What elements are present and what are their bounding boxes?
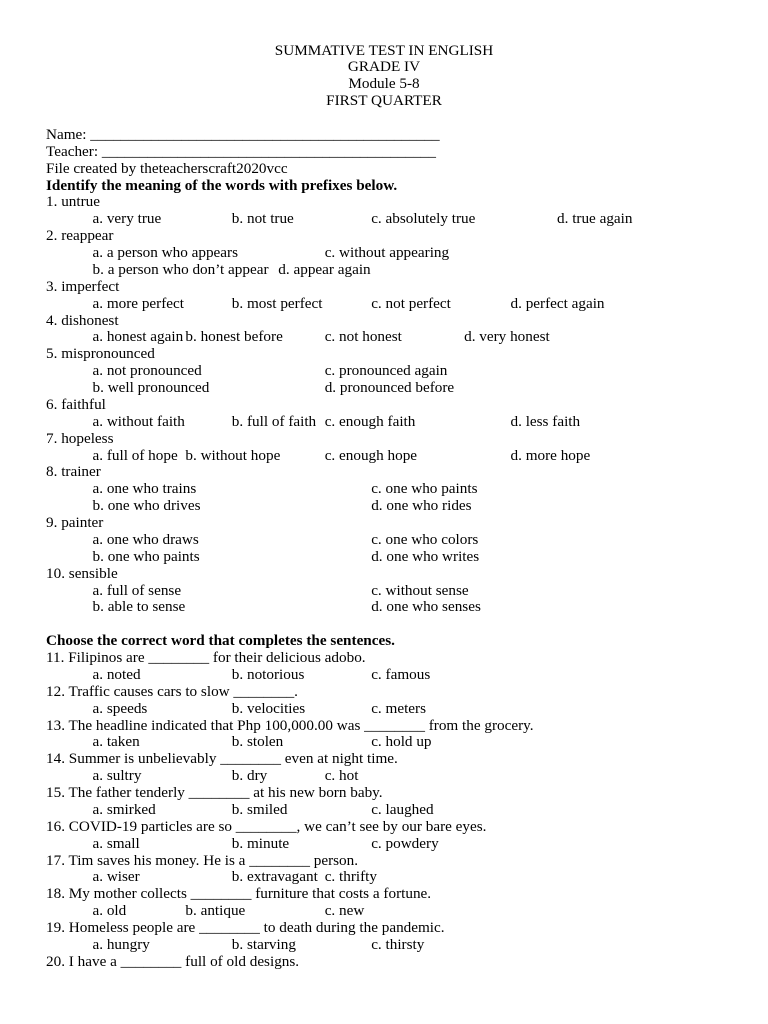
grade-level: GRADE IV	[347, 58, 421, 76]
option-10b: b. able to sense	[92, 598, 186, 616]
question-6-options	[0, 414, 768, 431]
option-5c: c. pronounced again	[324, 362, 448, 380]
part-2-instruction: Choose the correct word that completes the sentences.	[46, 632, 395, 650]
name-field	[0, 127, 768, 144]
option-10c: c. without sense	[371, 581, 469, 599]
option-9d: d. one who writes	[371, 547, 480, 565]
question-18-options	[0, 903, 768, 920]
option-16c: c. powdery	[371, 834, 439, 852]
question-16: 16. COVID-19 particles are so ________, we can’t see by our bare eyes.	[46, 817, 487, 835]
option-10d: d. one who senses	[371, 598, 481, 616]
test-title: SUMMATIVE TEST IN ENGLISH	[274, 41, 494, 59]
option-1b: b. not true	[231, 210, 294, 228]
question-9-options-row-1	[0, 532, 768, 549]
name-blank: ______________________________________________	[90, 125, 440, 143]
blank-line	[0, 616, 768, 633]
option-6b: b. full of faith	[231, 412, 317, 430]
question-14: 14. Summer is unbelievably ________ even at night time.	[46, 750, 398, 768]
option-3c: c. not perfect	[371, 294, 451, 312]
option-8c: c. one who paints	[371, 480, 478, 498]
option-7c: c. enough hope	[324, 446, 418, 464]
question-11: 11. Filipinos are ________ for their delicious adobo.	[46, 649, 366, 666]
question-12: 12. Traffic causes cars to slow ________.	[46, 682, 298, 700]
question-12-options	[0, 701, 768, 718]
question-18: 18. My mother collects ________ furniture that costs a fortune.	[46, 885, 432, 903]
question-10-options-row-1	[0, 583, 768, 600]
question-4: 4. dishonest	[46, 311, 119, 329]
option-12a: a. speeds	[92, 699, 148, 717]
option-2b: b. a person who don’t appear	[92, 260, 269, 278]
option-15a: a. smirked	[92, 800, 156, 818]
option-3a: a. more perfect	[92, 294, 184, 312]
question-14-options	[0, 768, 768, 785]
question-19: 19. Homeless people are ________ to death during the pandemic.	[46, 919, 445, 936]
option-14b: b. dry	[231, 767, 268, 785]
option-6d: d. less faith	[510, 412, 581, 430]
option-4a: a. honest again	[92, 328, 184, 346]
option-13b: b. stolen	[231, 733, 284, 751]
option-17a: a. wiser	[92, 868, 140, 886]
option-18a: a. old	[92, 902, 127, 920]
question-19-options	[0, 937, 768, 954]
teacher-field	[0, 144, 768, 161]
question-10-options-row-2	[0, 599, 768, 616]
question-20: 20. I have a ________ full of old designs.	[46, 952, 300, 970]
option-1d: d. true again	[557, 210, 633, 228]
option-9b: b. one who paints	[92, 547, 200, 565]
option-14c: c. hot	[324, 767, 359, 785]
option-4c: c. not honest	[324, 328, 402, 346]
option-6c: c. enough faith	[324, 412, 416, 430]
question-2-options-row-2	[0, 262, 768, 279]
option-16a: a. small	[92, 834, 140, 852]
question-15: 15. The father tenderly ________ at his new born baby.	[46, 784, 383, 801]
option-12c: c. meters	[371, 699, 427, 717]
option-7d: d. more hope	[510, 446, 591, 464]
option-8b: b. one who drives	[92, 497, 201, 515]
option-17c: c. thrifty	[324, 868, 377, 886]
name-label: Name:	[46, 125, 87, 143]
quarter-label: FIRST QUARTER	[326, 92, 442, 110]
question-8: 8. trainer	[46, 463, 101, 481]
option-3d: d. perfect again	[510, 294, 605, 312]
option-2d: d. appear again	[278, 260, 371, 278]
option-18c: c. new	[324, 902, 365, 920]
option-10a: a. full of sense	[92, 581, 182, 599]
option-9a: a. one who draws	[92, 530, 199, 548]
question-1-options	[0, 211, 768, 228]
option-18b: b. antique	[185, 902, 246, 920]
question-6: 6. faithful	[46, 395, 106, 413]
question-5-options-row-1	[0, 363, 768, 380]
option-15c: c. laughed	[371, 800, 434, 818]
option-16b: b. minute	[231, 834, 290, 852]
question-17-options	[0, 869, 768, 886]
option-19a: a. hungry	[92, 935, 150, 953]
question-2-options-row-1	[0, 245, 768, 262]
option-7a: a. full of hope	[92, 446, 178, 464]
option-2a: a. a person who appears	[92, 244, 238, 261]
blank-line	[0, 110, 768, 127]
option-5a: a. not pronounced	[92, 362, 202, 380]
option-11b: b. notorious	[231, 665, 305, 683]
teacher-label: Teacher:	[46, 142, 99, 160]
question-4-options	[0, 329, 768, 346]
question-7-options	[0, 448, 768, 465]
question-8-options-row-2	[0, 498, 768, 515]
question-17: 17. Tim saves his money. He is a ________ person.	[46, 851, 359, 869]
teacher-blank: ____________________________________________	[101, 142, 436, 160]
module-range: Module 5-8	[348, 75, 420, 93]
option-11c: c. famous	[371, 665, 431, 683]
question-13-options	[0, 734, 768, 751]
option-8d: d. one who rides	[371, 497, 472, 515]
question-7: 7. hopeless	[46, 429, 114, 447]
question-11-options	[0, 667, 768, 684]
option-9c: c. one who colors	[371, 530, 479, 548]
part-1-instruction: Identify the meaning of the words with prefixes below.	[46, 176, 398, 194]
question-5-options-row-2	[0, 380, 768, 397]
option-4b: b. honest before	[185, 328, 283, 346]
question-3: 3. imperfect	[46, 277, 120, 295]
question-13: 13. The headline indicated that Php 100,000.00 was ________ from the grocery.	[46, 716, 534, 734]
option-13c: c. hold up	[371, 733, 432, 751]
option-17b: b. extravagant	[231, 868, 318, 886]
option-14a: a. sultry	[92, 767, 142, 785]
question-9-options-row-2	[0, 549, 768, 566]
option-5b: b. well pronounced	[92, 379, 210, 396]
option-13a: a. taken	[92, 733, 140, 751]
question-9: 9. painter	[46, 514, 104, 531]
option-4d: d. very honest	[464, 328, 550, 346]
option-2c: c. without appearing	[324, 244, 450, 261]
question-3-options	[0, 296, 768, 313]
option-19b: b. starving	[231, 935, 296, 953]
question-16-options	[0, 836, 768, 853]
question-5: 5. mispronounced	[46, 345, 155, 363]
question-15-options	[0, 802, 768, 819]
option-12b: b. velocities	[231, 699, 306, 717]
file-credit: File created by theteacherscraft2020vcc	[46, 159, 288, 177]
option-8a: a. one who trains	[92, 480, 197, 498]
option-1c: c. absolutely true	[371, 210, 476, 228]
option-7b: b. without hope	[185, 446, 281, 464]
question-10: 10. sensible	[46, 564, 118, 582]
option-15b: b. smiled	[231, 800, 288, 818]
option-3b: b. most perfect	[231, 294, 323, 312]
option-19c: c. thirsty	[371, 935, 425, 953]
option-6a: a. without faith	[92, 412, 185, 430]
option-5d: d. pronounced before	[324, 379, 455, 396]
option-11a: a. noted	[92, 665, 141, 683]
question-2: 2. reappear	[46, 227, 114, 245]
option-1a: a. very true	[92, 210, 162, 228]
question-1: 1. untrue	[46, 193, 100, 211]
question-8-options-row-1	[0, 481, 768, 498]
